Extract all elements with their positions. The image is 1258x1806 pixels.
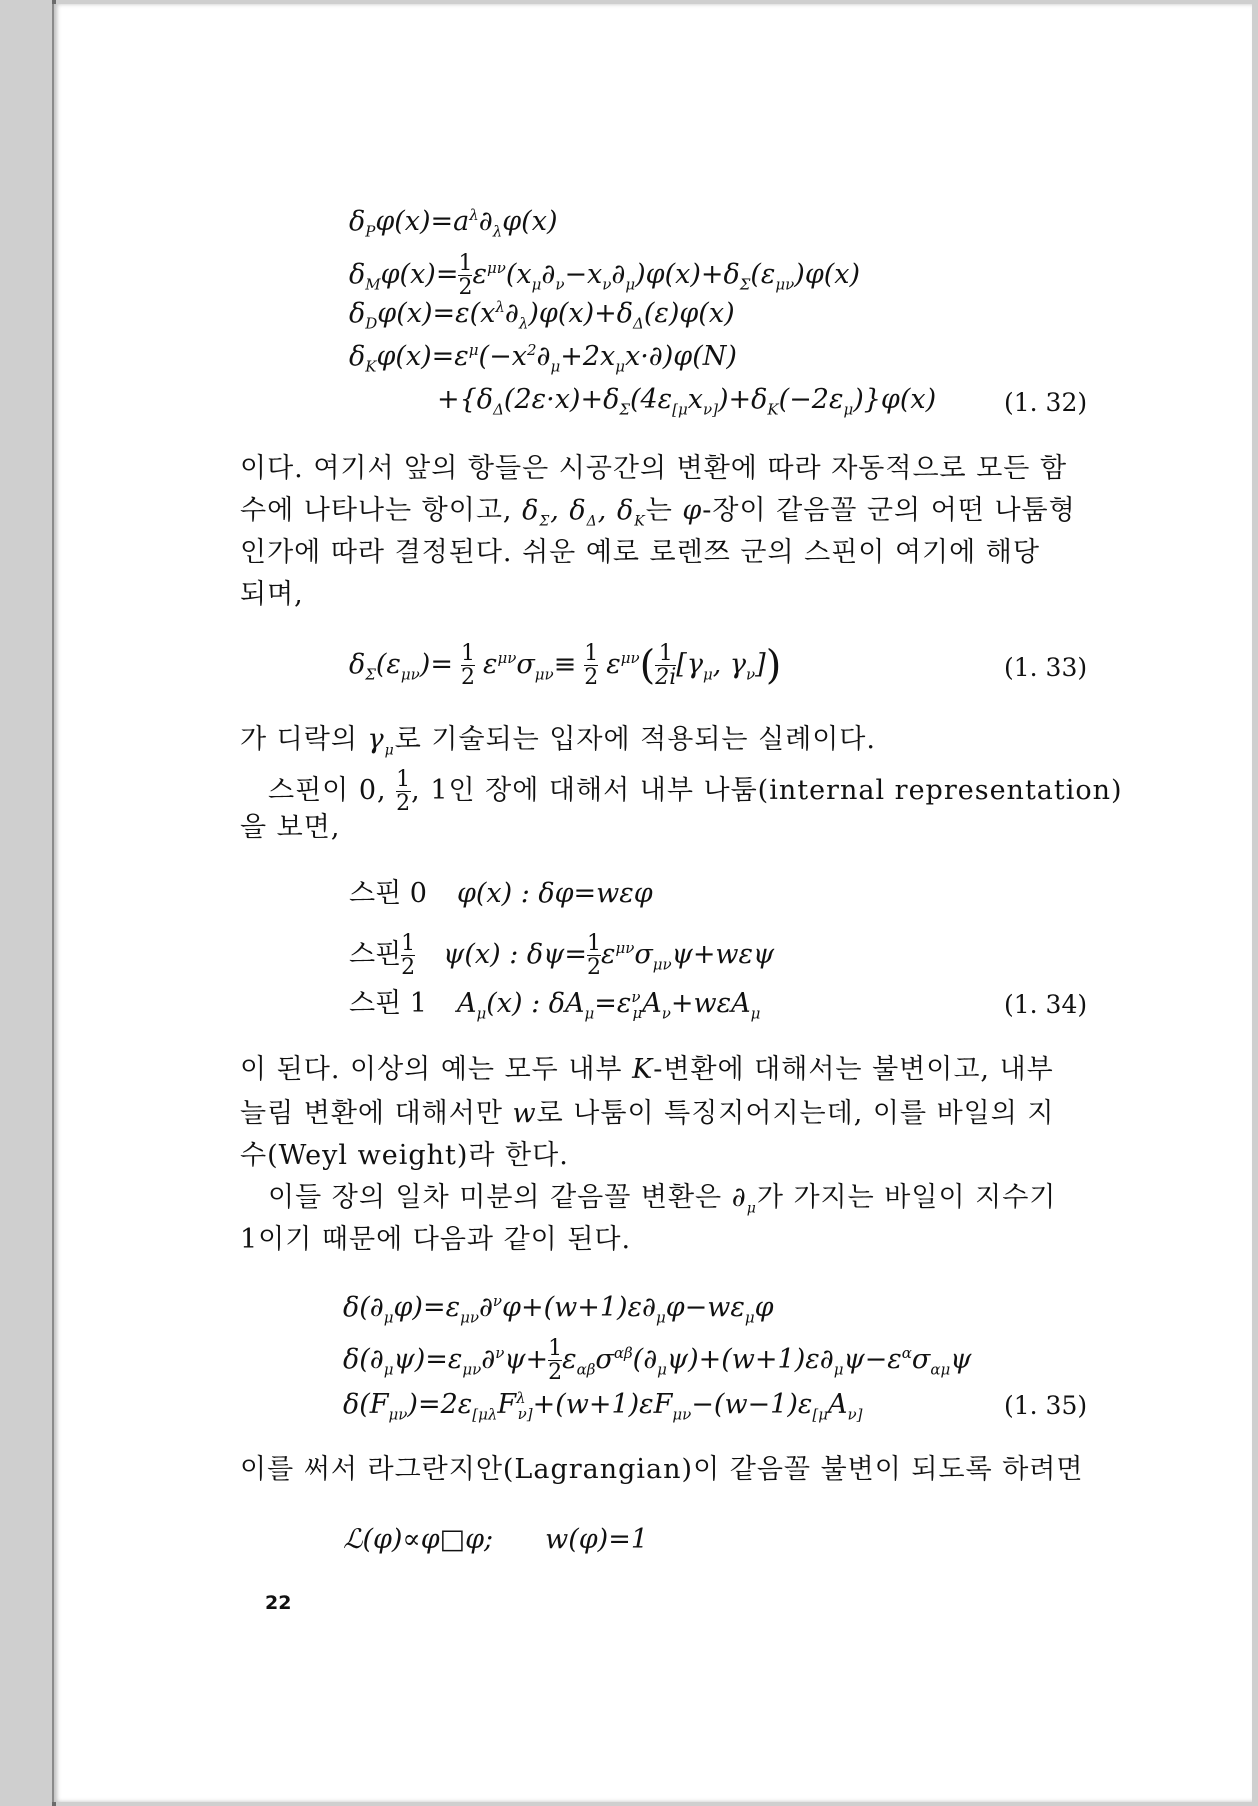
equation-number-1-35: (1. 35) — [1004, 1391, 1088, 1420]
equation-1-32-line-4: $\delta_K\varphi(x)=\varepsilon^\mu(-x^2\partial_\mu+2x_\mu x\cdot\partial)\varphi(N)$ — [349, 341, 737, 376]
paragraph-2-line-1: 가 디락의 $\gamma_\mu$로 기술되는 입자에 적용되는 실례이다. — [240, 724, 876, 759]
equation-1-32-line-5: $+\{\delta_\Delta(2\varepsilon\cdot x)+\delta_\Sigma(4\varepsilon_{[\mu}x_{\nu]})+\delta_K(-2\varepsilon_\mu)\}\varphi(x)$ — [437, 384, 937, 419]
paragraph-2-line-3: 을 보면, — [240, 812, 341, 843]
equation-lagrangian: ℒ(φ)∝φ□φ; w(φ)=1 — [343, 1524, 648, 1555]
paragraph-3-line-5: 1이기 때문에 다음과 같이 된다. — [240, 1224, 632, 1255]
equation-1-32-line-2: $\delta_M\varphi(x)=$ $\frac{1}{2}$ $\varepsilon^{\mu\nu}(x_\mu\partial_\nu-x_\nu\partial_\mu)\varphi(x)+\delta_\Sigma(\varepsilon_{\mu\nu})\varphi(x)$ — [349, 251, 861, 301]
paragraph-4: 이를 써서 라그란지안(Lagrangian)이 같음꼴 불변이 되도록 하려면 — [240, 1454, 1084, 1485]
equation-1-35-line-1: $\delta(\partial_\mu\varphi)=\varepsilon_{\mu\nu}\partial^\nu\varphi+(w+1)\varepsilon\partial_\mu\varphi-w\varepsilon_\mu\varphi$ — [343, 1292, 774, 1327]
equation-number-1-33: (1. 33) — [1004, 653, 1088, 682]
equation-1-35-line-2: $\delta(\partial_\mu\psi)=\varepsilon_{\mu\nu}\partial^\nu\psi+$ $\frac{1}{2}$ $\varepsilon_{\alpha\beta}\sigma^{\alpha\beta}(\partial_\mu\psi)+(w+1)\varepsilon\partial_\mu\psi-\varepsilon^\alpha\sigma_{\alpha\mu}\psi$ — [343, 1336, 972, 1386]
paragraph-1-line-4: 되며, — [240, 579, 304, 610]
equation-number-1-32: (1. 32) — [1004, 388, 1088, 417]
equation-1-32-line-1: $\delta_P\varphi(x)=a^\lambda\partial_\lambda\varphi(x)$ — [349, 206, 558, 241]
paragraph-1-line-1: 이다. 여기서 앞의 항들은 시공간의 변환에 따라 자동적으로 모든 함 — [240, 453, 1068, 484]
spin-1-row: 스핀 1 $A_\mu(x)$ : $\delta A_\mu=\varepsilon^\nu_\mu A_\nu+w\varepsilon A_\mu$ — [349, 988, 761, 1023]
spin-0-row: 스핀 0 φ(x) : δφ=wεφ — [349, 878, 653, 909]
paragraph-1-line-3: 인가에 따라 결정된다. 쉬운 예로 로렌쯔 군의 스핀이 여기에 해당 — [240, 537, 1040, 568]
page-number: 22 — [265, 1592, 292, 1614]
equation-1-32-line-3: $\delta_D\varphi(x)=\varepsilon(x^\lambda\partial_\lambda)\varphi(x)+\delta_\Delta(\varepsilon)\varphi(x)$ — [349, 298, 735, 333]
paragraph-3-line-1: 이 된다. 이상의 예는 모두 내부 K-변환에 대해서는 불변이고, 내부 — [240, 1054, 1054, 1085]
equation-1-33: $\delta_\Sigma(\varepsilon_{\mu\nu})=$ $\frac{1}{2}$ $\varepsilon^{\mu\nu}\sigma_{\mu\nu}\equiv$ $\frac{1}{2}$ $\varepsilon^{\mu\nu}$( $\frac{1}{2i}$ [$\gamma_\mu$, $\gamma_\nu$]) — [349, 641, 782, 691]
paragraph-3-line-4: 이들 장의 일차 미분의 같음꼴 변환은 $\partial_\mu$가 가지는 바일이 지수기 — [268, 1182, 1057, 1217]
equation-1-35-line-3: $\delta(F_{\mu\nu})=2\varepsilon_{[\mu\lambda}F^\lambda_{\nu]}+(w+1)\varepsilon F_{\mu\nu}-(w-1)\varepsilon_{[\mu}A_{\nu]}$ — [343, 1389, 863, 1424]
spin-half-row: 스핀 $\frac{1}{2}$ ψ(x) : δψ= $\frac{1}{2}$ $\varepsilon^{\mu\nu}\sigma_{\mu\nu}\psi+w\varepsilon\psi$ — [349, 931, 775, 981]
paragraph-3-line-3: 수(Weyl weight)라 한다. — [240, 1140, 569, 1171]
equation-number-1-34: (1. 34) — [1004, 990, 1088, 1019]
paragraph-1-line-2: 수에 나타나는 항이고, $\delta_\Sigma$, $\delta_\Delta$, $\delta_K$는 φ-장이 같음꼴 군의 어떤 나툼형 — [240, 495, 1076, 530]
paragraph-3-line-2: 늘림 변환에 대해서만 w로 나툼이 특징지어지는데, 이를 바일의 지 — [240, 1098, 1055, 1129]
paragraph-2-line-2: 스핀이 0, $\frac{1}{2}$ , 1인 장에 대해서 내부 나툼(internal representation) — [268, 767, 1123, 817]
